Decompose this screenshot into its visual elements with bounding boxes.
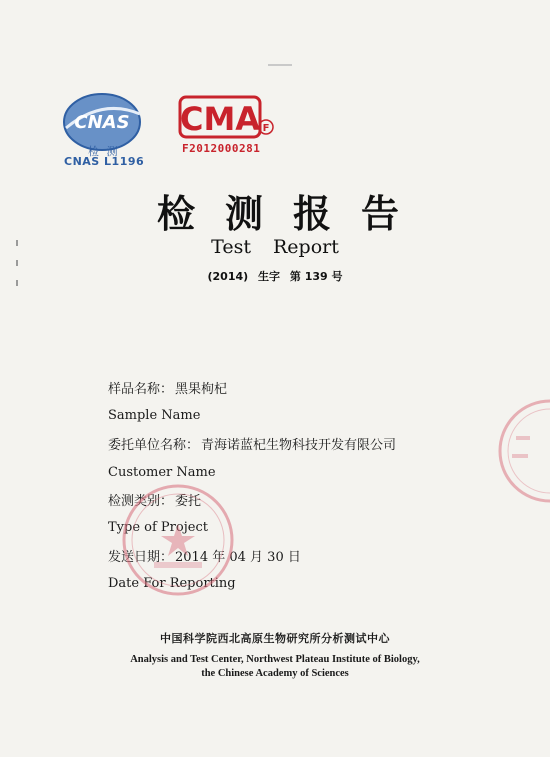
official-seal-icon	[118, 480, 238, 600]
institution-name-en-line2: the Chinese Academy of Sciences	[201, 668, 349, 679]
report-title-en: Test Report	[211, 236, 339, 258]
field-label: Type of Project	[108, 520, 208, 535]
field-value: 黑果枸杞	[175, 382, 228, 397]
cma-logo-text: CMA	[179, 100, 261, 138]
svg-text:F: F	[262, 123, 270, 134]
institution-name-en-line1: Analysis and Test Center, Northwest Plateau Institute of Biology,	[130, 654, 420, 665]
cnas-logo-text: CNAS	[74, 112, 130, 133]
edge-seal-icon	[492, 396, 550, 506]
field-customer-name-en	[108, 465, 216, 480]
field-label: Sample Name	[108, 408, 201, 423]
field-label: Date For Reporting	[108, 576, 236, 591]
field-label: 委托单位名称：	[108, 438, 200, 453]
field-value: 2014 年 04 月 30 日	[175, 550, 301, 565]
field-label: 检测类别：	[108, 494, 174, 509]
cnas-label: 检 测	[88, 145, 120, 158]
field-sample-name-cn	[108, 378, 227, 397]
report-number-value: 第 139 号	[289, 270, 343, 283]
field-label: 样品名称：	[108, 382, 174, 397]
cnas-code: CNAS L1196	[64, 155, 145, 168]
scan-mark-icon	[268, 63, 292, 67]
cma-code: F2012000281	[182, 142, 261, 155]
report-number	[0, 268, 550, 284]
report-title-cn: 检测报告	[156, 191, 429, 236]
field-label: Customer Name	[108, 465, 216, 480]
field-customer-name-cn	[108, 434, 396, 453]
field-value: 委托	[175, 494, 202, 509]
field-sample-name-en	[108, 408, 200, 423]
field-value: 青海诺蓝杞生物科技开发有限公司	[201, 438, 397, 453]
report-prefix: 生字	[258, 270, 281, 283]
field-label: 发送日期：	[108, 550, 174, 565]
institution-name-cn: 中国科学院西北高原生物研究所分析测试中心	[160, 632, 390, 645]
report-year: (2014)	[207, 270, 249, 283]
cma-logo-icon	[178, 93, 278, 141]
